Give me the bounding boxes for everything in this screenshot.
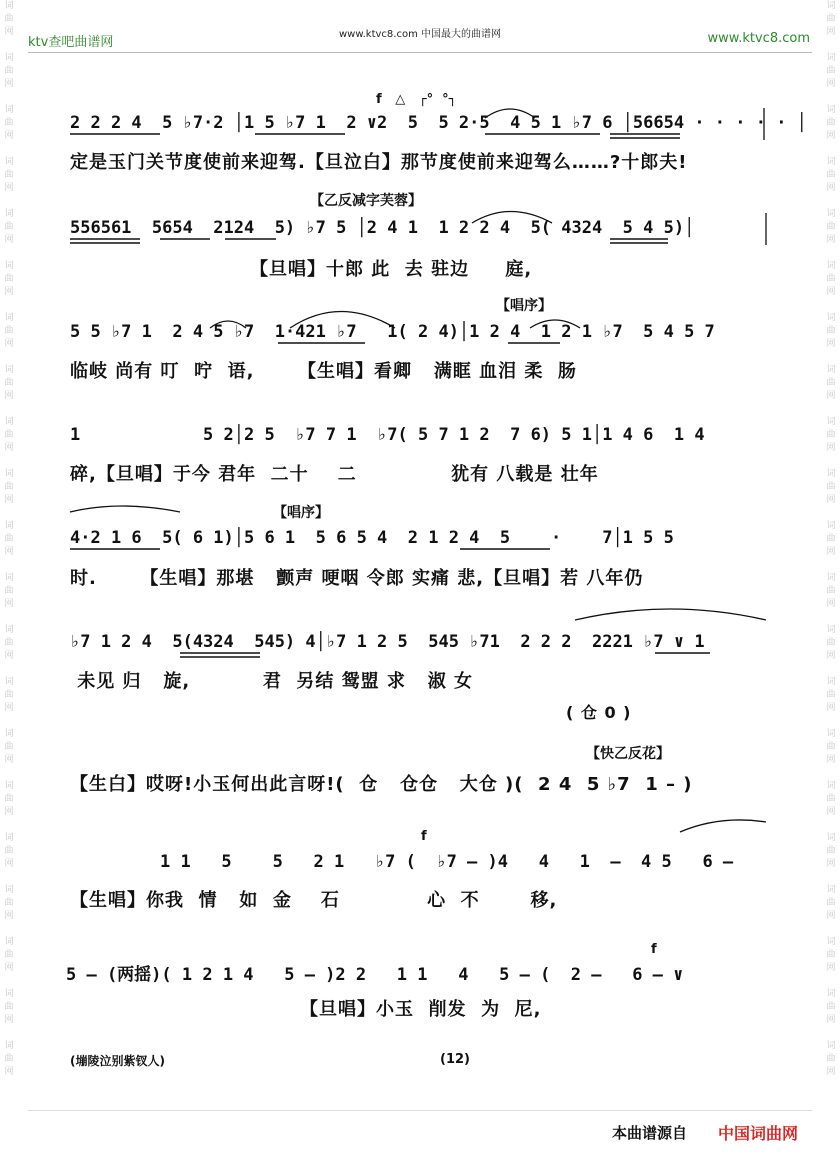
s3-lyric: 临岐 尚有 叮 咛 语, 【生唱】看卿 满眶 血泪 柔 肠: [70, 361, 577, 382]
s4-lyric: 碎,【旦唱】于今 君年 二十 二 犹有 八载是 壮年: [70, 464, 599, 485]
s8-notes: 1 1 5 5 2 1 ♭7 ( ♭7 – )4 4 1 – 4 5 6 –: [160, 852, 734, 872]
s7-section-label: 【快乙反花】: [586, 746, 670, 762]
source-label: 本曲谱源自: [612, 1124, 688, 1142]
slur: [575, 609, 766, 620]
s5-lyric: 时. 【生唱】那堪 颤声 哽咽 令郎 实痛 悲,【旦唱】若 八年仍: [70, 568, 644, 589]
s2-section-label: 【乙反减字芙蓉】: [310, 193, 422, 209]
s1-notes: 2 2 2 4 5 ♭7·2 │1 5 ♭7 1 2 ∨2 5 5 2·5 4 5 1 ♭7 6 │56654 · · · · · │: [70, 113, 807, 133]
s6-percussion: ( 仓 0 ): [566, 703, 632, 722]
s8-marks: f: [421, 829, 427, 844]
s2-lyric: 【旦唱】十郎 此 去 驻边 庭,: [250, 259, 533, 280]
side-watermark-left: 词 曲 网 词 曲 网 词 曲 网 词 曲 网 词 曲 网 词 曲 网 词 曲 网 词 曲 网 词 曲 网 词 曲 网 词 曲 网 词 曲 网 词 曲 网 词 曲 网 词 曲 网 词 曲 网 词 曲 网 词 曲 网 词 曲 网 词 曲 网 词 曲 网: [4, 1, 14, 1077]
s5-notes: 4·2 1 6 5( 6 1)│5 6 1 5 6 5 4 2 1 2 4 5 · 7│1 5 5: [70, 528, 674, 548]
slur: [70, 506, 180, 512]
page-number: (12): [440, 1052, 470, 1067]
header-site-name[interactable]: ktv查吧曲谱网: [28, 35, 114, 50]
s9-marks: f: [651, 942, 657, 957]
s5-section-label: 【唱序】: [273, 505, 329, 521]
header-url[interactable]: www.ktvc8.com: [707, 31, 810, 46]
s3-section-label: 【唱序】: [496, 298, 552, 314]
s1-marks: f △ ┌° °┐: [376, 92, 457, 107]
footer-divider: [28, 1110, 812, 1111]
s2-notes: 556561 5654 2124 5) ♭7 5 │2 4 1 1 2 2 4 5( 4324 5 4 5)│: [70, 218, 695, 238]
s9-lyric: 【旦唱】小玉 削发 为 尼,: [300, 999, 542, 1020]
s7-spoken: 【生白】哎呀!小玉何出此言呀!( 仓 仓仓 大仓 )( 2 4 5 ♭7 1 – ): [70, 774, 693, 795]
s6-notes: ♭7 1 2 4 5(4324 545) 4│♭7 1 2 5 545 ♭71 2 2 2 2221 ♭7 ∨ 1: [70, 632, 705, 652]
s4-notes: 1 5 2│2 5 ♭7 7 1 ♭7( 5 7 1 2 7 6) 5 1│1 4 6 1 4: [70, 425, 705, 445]
s6-lyric: 未见 归 旋, 君 另结 鸳盟 求 淑 女: [70, 671, 473, 692]
source-brand-link[interactable]: 中国词曲网: [718, 1124, 799, 1143]
s1-lyric: 定是玉门关节度使前来迎驾.【旦泣白】那节度使前来迎驾么……?十郎夫!: [70, 152, 688, 173]
footer-title: (塴陵泣别紫钗人): [70, 1054, 165, 1068]
s3-notes: 5 5 ♭7 1 2 4 5 ♭7 1·421 ♭7 1( 2 4)│1 2 4 1 2 1 ♭7 5 4 5 7: [70, 322, 715, 342]
s9-notes: 5 – (两揺)( 1 2 1 4 5 – )2 2 1 1 4 5 – ( 2 – 6 – ∨: [66, 965, 684, 985]
s8-lyric: 【生唱】你我 情 如 金 石 心 不 移,: [70, 890, 558, 911]
header-divider: [28, 52, 812, 53]
header-tagline: www.ktvc8.com 中国最大的曲谱网: [338, 29, 501, 40]
side-watermark-right: 词 曲 网 词 曲 网 词 曲 网 词 曲 网 词 曲 网 词 曲 网 词 曲 网 词 曲 网 词 曲 网 词 曲 网 词 曲 网 词 曲 网 词 曲 网 词 曲 网 词 曲 网 词 曲 网 词 曲 网 词 曲 网 词 曲 网 词 曲 网 词 曲 网: [826, 1, 836, 1077]
